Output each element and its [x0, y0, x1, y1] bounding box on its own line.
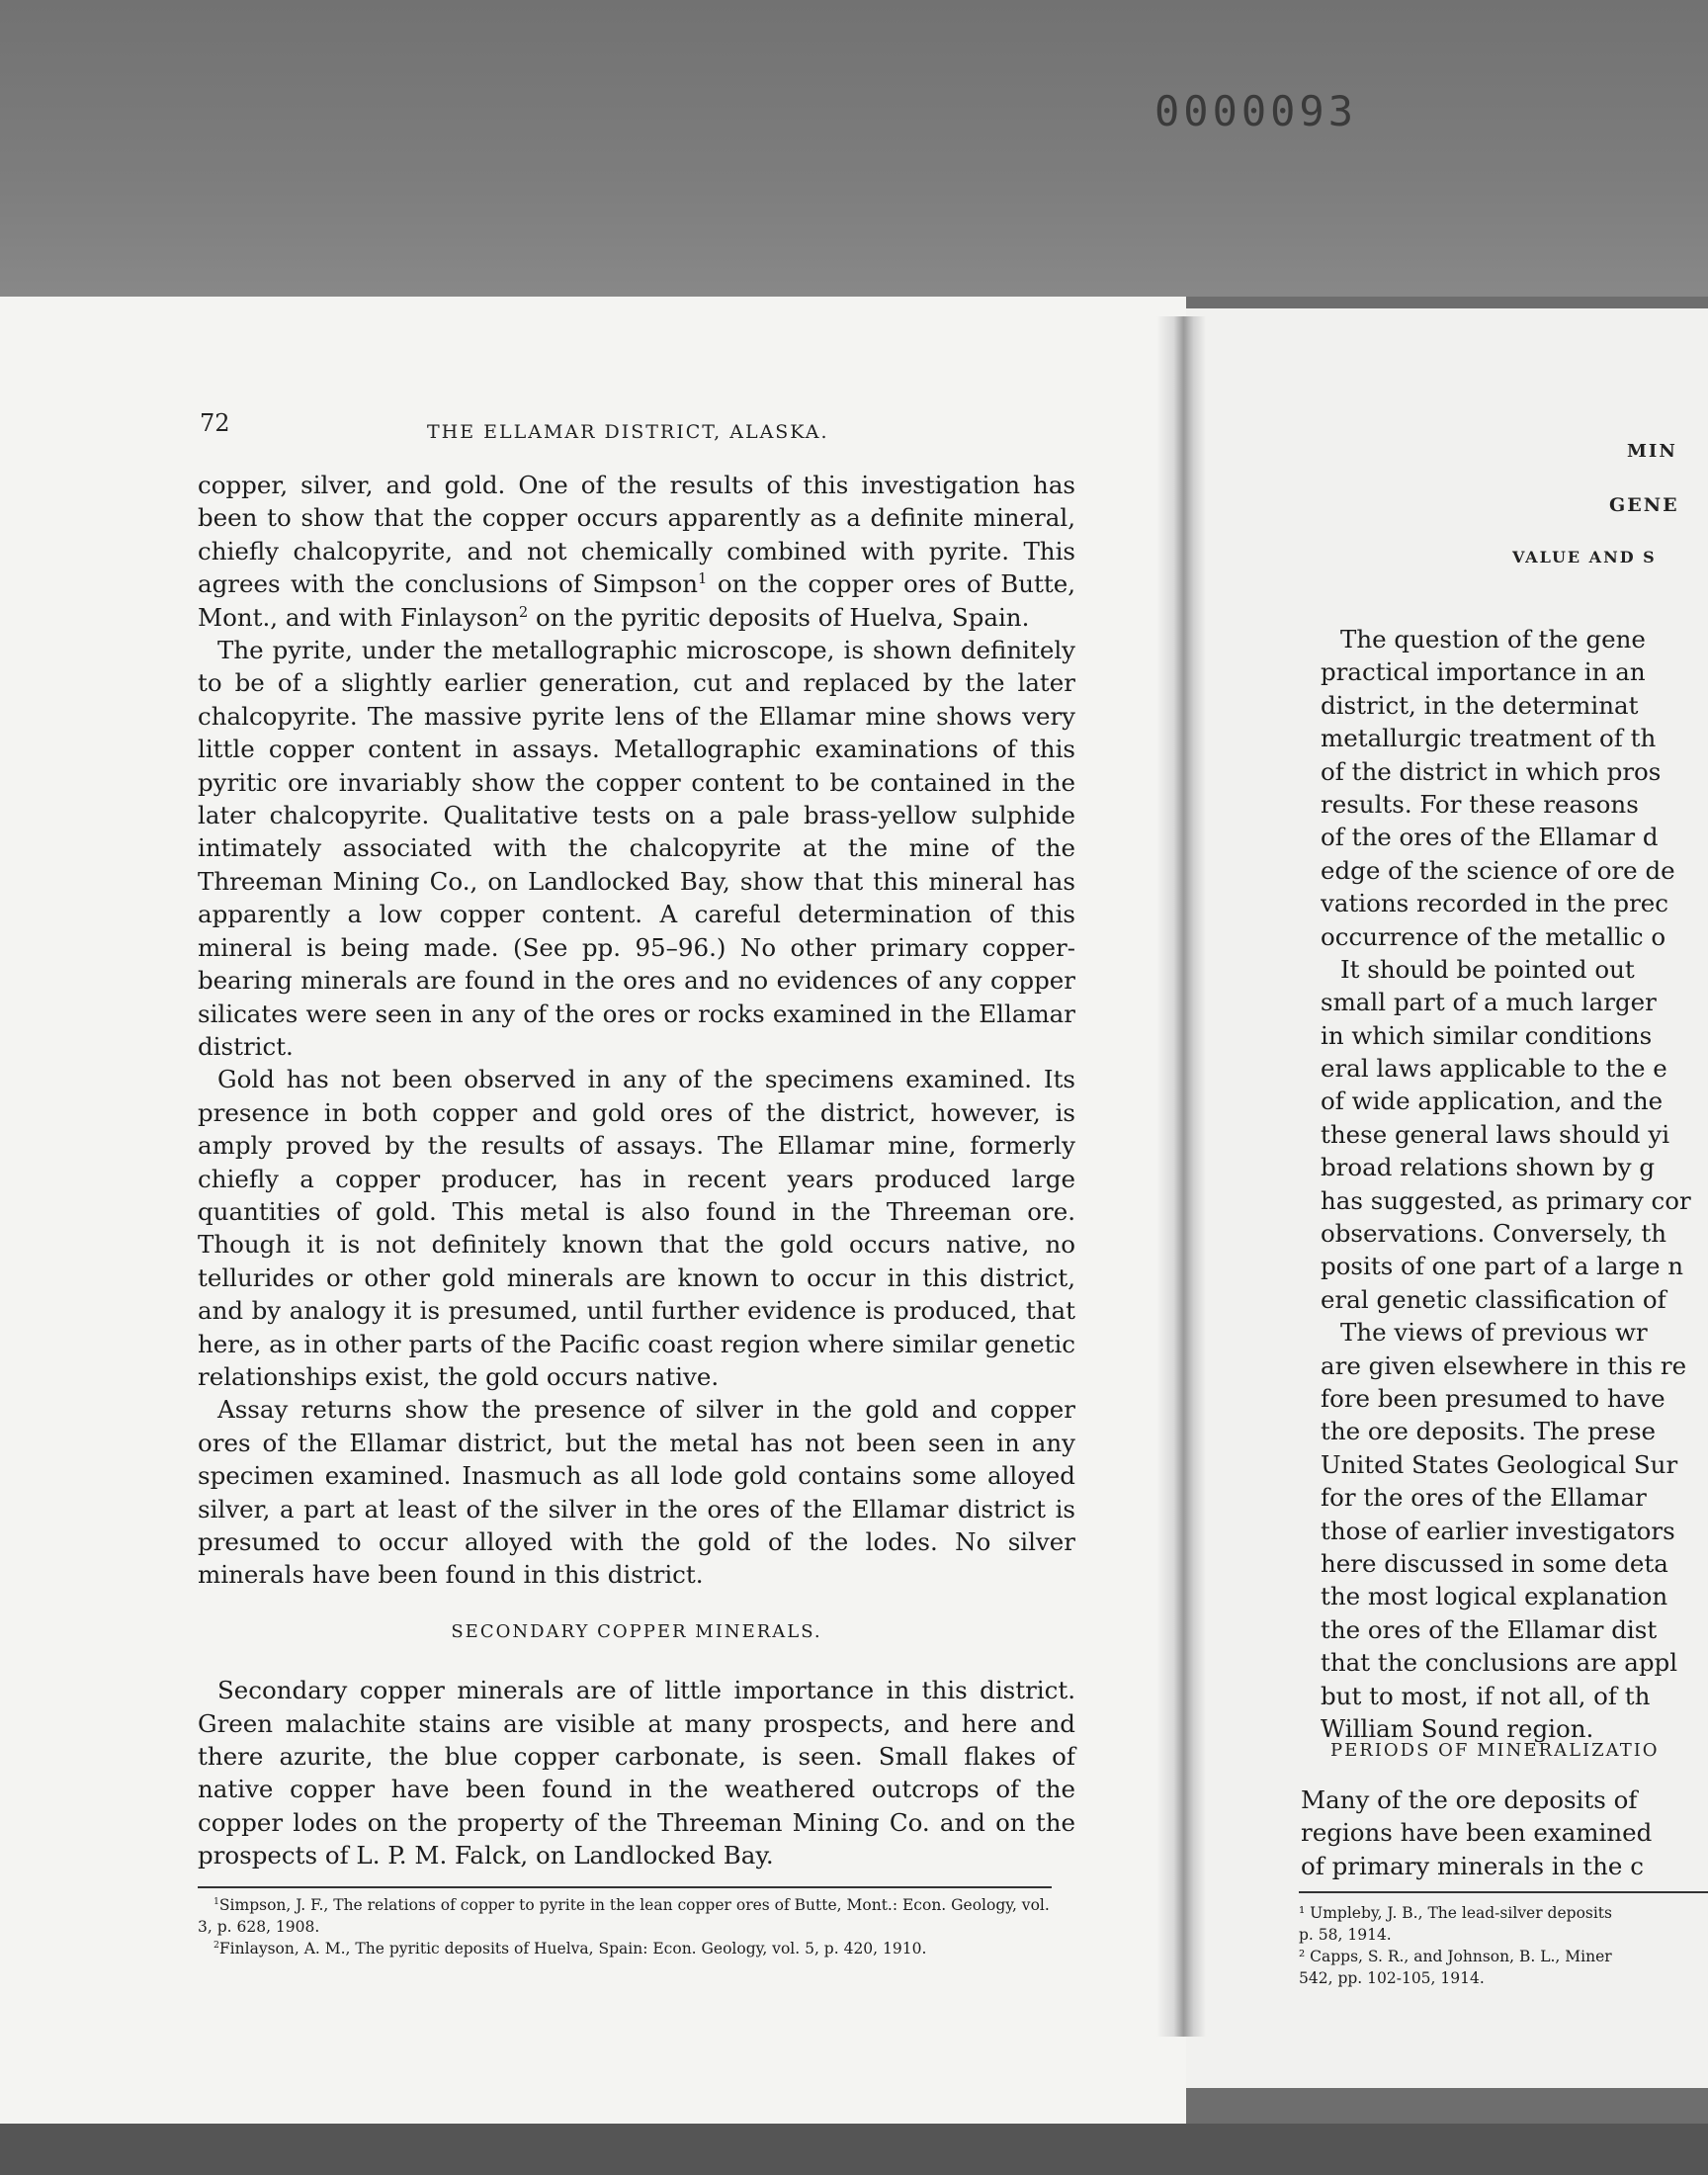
left-body-text: [198, 469, 1075, 1872]
right-body-line: has suggested, as primary cor: [1321, 1185, 1691, 1215]
right-running-head: MIN: [1627, 441, 1677, 462]
right-body-line: of the district in which pros: [1321, 756, 1662, 786]
footnote-rule: [198, 1886, 1052, 1888]
running-head: THE ELLAMAR DISTRICT, ALASKA.: [427, 421, 829, 443]
book-gutter: [1156, 316, 1206, 2037]
archive-stamp-number: 0000093: [1154, 87, 1358, 135]
right-body-line: broad relations shown by g: [1321, 1153, 1656, 1182]
footnote-ref-2: 2: [518, 603, 529, 621]
right-body-line: metallurgic treatment of th: [1321, 724, 1657, 753]
right-body-text: [1321, 623, 1708, 1745]
right-body-line: occurrence of the metallic o: [1321, 921, 1666, 951]
footnote-1: $^1$Simpson, J. F., The relations of copper to pyrite in the lean copper ores of Butte, Mont.: Econ. Geology, vol. 3, p. 628, 1908.: [198, 1895, 1050, 1936]
right-body-line: for the ores of the Ellamar: [1321, 1483, 1647, 1513]
right-body-line: The question of the gene: [1340, 625, 1646, 653]
right-body-line: these general laws should yi: [1321, 1119, 1670, 1149]
right-body-line: It should be pointed out: [1340, 954, 1635, 984]
section-heading: SECONDARY COPPER MINERALS.: [451, 1620, 822, 1642]
right-body-line: observations. Conversely, th: [1321, 1219, 1667, 1249]
right-body-line: the ores of the Ellamar dist: [1321, 1614, 1658, 1644]
right-body-line: the most logical explanation: [1321, 1582, 1668, 1611]
right-body-line: of the ores of the Ellamar d: [1321, 823, 1659, 852]
scanner-background-bottom: [0, 2124, 1708, 2175]
right-body-line: that the conclusions are appl: [1321, 1648, 1678, 1678]
right-body-text-2: [1301, 1784, 1708, 1882]
right-body-line: fore been presumed to have: [1321, 1383, 1665, 1413]
footnote-ref-1: 1: [698, 570, 708, 588]
right-footnotes: [1299, 1902, 1708, 1989]
right-footnote-line: ¹ Umpleby, J. B., The lead-silver deposits: [1299, 1904, 1612, 1922]
right-section-heading: PERIODS OF MINERALIZATIO: [1330, 1740, 1660, 1761]
right-body-line: eral genetic classification of: [1321, 1284, 1666, 1314]
right-body-line: William Sound region.: [1321, 1713, 1594, 1743]
right-footnote-line: p. 58, 1914.: [1299, 1926, 1392, 1944]
right-body-line: of wide application, and the: [1321, 1087, 1664, 1116]
footnotes: [198, 1894, 1052, 1959]
right-body-line: small part of a much larger: [1321, 988, 1657, 1017]
right-body-2-line: regions have been examined: [1301, 1818, 1653, 1848]
right-body-line: results. For these reasons: [1321, 789, 1639, 819]
right-body-line: here discussed in some deta: [1321, 1548, 1668, 1578]
paragraph-2: The pyrite, under the metallographic microscope, is shown definitely to be of a slightly earlier generation, cut and replaced by the later chalcopyrite. The massive pyrite lens of the Ellamar mine shows very little copper content in assays. Metallographic examinations of this pyritic ore invariably show the copper content to be contained in the later chalcopyrite. Qualitative tests on a pale brass-yellow sulphide intimately associated with the chalcopyrite at the mine of the Threeman Mining Co., on Landlocked Bay, show that this mineral has apparently a low copper content. A careful determination of this mineral is being made. (See pp. 95–96.) No other primary copper-bearing minerals are found in the ores and no evidences of any copper silicates were seen in any of the ores or rocks examined in the Ellamar district.: [198, 636, 1075, 1061]
footnote-2: $^2$Finlayson, A. M., The pyritic deposits of Huelva, Spain: Econ. Geology, vol. 5, p. 420, 1910.: [214, 1939, 927, 1958]
right-chapter-head: GENE: [1609, 494, 1679, 516]
paragraph-1: copper, silver, and gold. One of the results of this investigation has been to show that the copper occurs apparently as a definite mineral, chiefly chalcopyrite, and not chemically combined with pyrite. This agrees with the conclusions of Simpson$^1$ on the copper ores of Butte, Mont., and with Finlayson$^2$ on the pyritic deposits of Huelva, Spain.: [198, 471, 1075, 632]
right-body-2-line: of primary minerals in the c: [1301, 1851, 1644, 1880]
right-footnote-line: ² Capps, S. R., and Johnson, B. L., Miner: [1299, 1948, 1612, 1965]
right-body-line: vations recorded in the prec: [1321, 889, 1668, 918]
right-body-line: are given elsewhere in this re: [1321, 1350, 1687, 1380]
right-body-line: district, in the determinat: [1321, 690, 1639, 720]
right-body-line: the ore deposits. The prese: [1321, 1417, 1657, 1446]
right-body-line: posits of one part of a large n: [1321, 1252, 1684, 1281]
right-body-2-line: Many of the ore deposits of: [1301, 1785, 1638, 1814]
paragraph-5: Secondary copper minerals are of little importance in this district. Green malachite stains are visible at many prospects, and here and there azurite, the blue copper carbonate, is seen. Small flakes of native copper have been found in the weathered outcrops of the copper lodes on the property of the Threeman Mining Co. and on the prospects of L. P. M. Falck, on Landlocked Bay.: [198, 1676, 1075, 1870]
paragraph-4: Assay returns show the presence of silver in the gold and copper ores of the Ellamar district, but the metal has not been seen in any specimen examined. Inasmuch as all lode gold contains some alloyed silver, a part at least of the silver in the ores of the Ellamar district is presumed to occur alloyed with the gold of the lodes. No silver minerals have been found in this district.: [198, 1395, 1075, 1590]
right-body-line: eral laws applicable to the e: [1321, 1054, 1667, 1084]
right-body-line: in which similar conditions: [1321, 1020, 1653, 1050]
right-body-line: edge of the science of ore de: [1321, 855, 1675, 885]
paragraph-3: Gold has not been observed in any of the specimens examined. Its presence in both copper and gold ores of the district, however, is amply proved by the results of assays. The Ellamar mine, formerly chiefly a copper producer, has in recent years produced large quantities of gold. This metal is also found in the Threeman ore. Though it is not definitely known that the gold occurs native, no tellurides or other gold minerals are known to occur in this district, and by analogy it is presumed, until further evidence is produced, that here, as in other parts of the Pacific coast region where similar genetic relationships exist, the gold occurs native.: [198, 1065, 1075, 1391]
right-section-head: VALUE AND S: [1512, 548, 1657, 566]
right-body-line: practical importance in an: [1321, 657, 1646, 687]
right-body-line: The views of previous wr: [1340, 1318, 1648, 1348]
scanner-background-top: [0, 0, 1708, 297]
right-body-line: United States Geological Sur: [1321, 1449, 1678, 1479]
right-body-line: but to most, if not all, of th: [1321, 1681, 1651, 1710]
right-footnote-rule: [1299, 1891, 1708, 1893]
right-footnote-line: 542, pp. 102-105, 1914.: [1299, 1969, 1485, 1987]
right-body-line: those of earlier investigators: [1321, 1516, 1675, 1545]
page-number: 72: [200, 409, 230, 437]
